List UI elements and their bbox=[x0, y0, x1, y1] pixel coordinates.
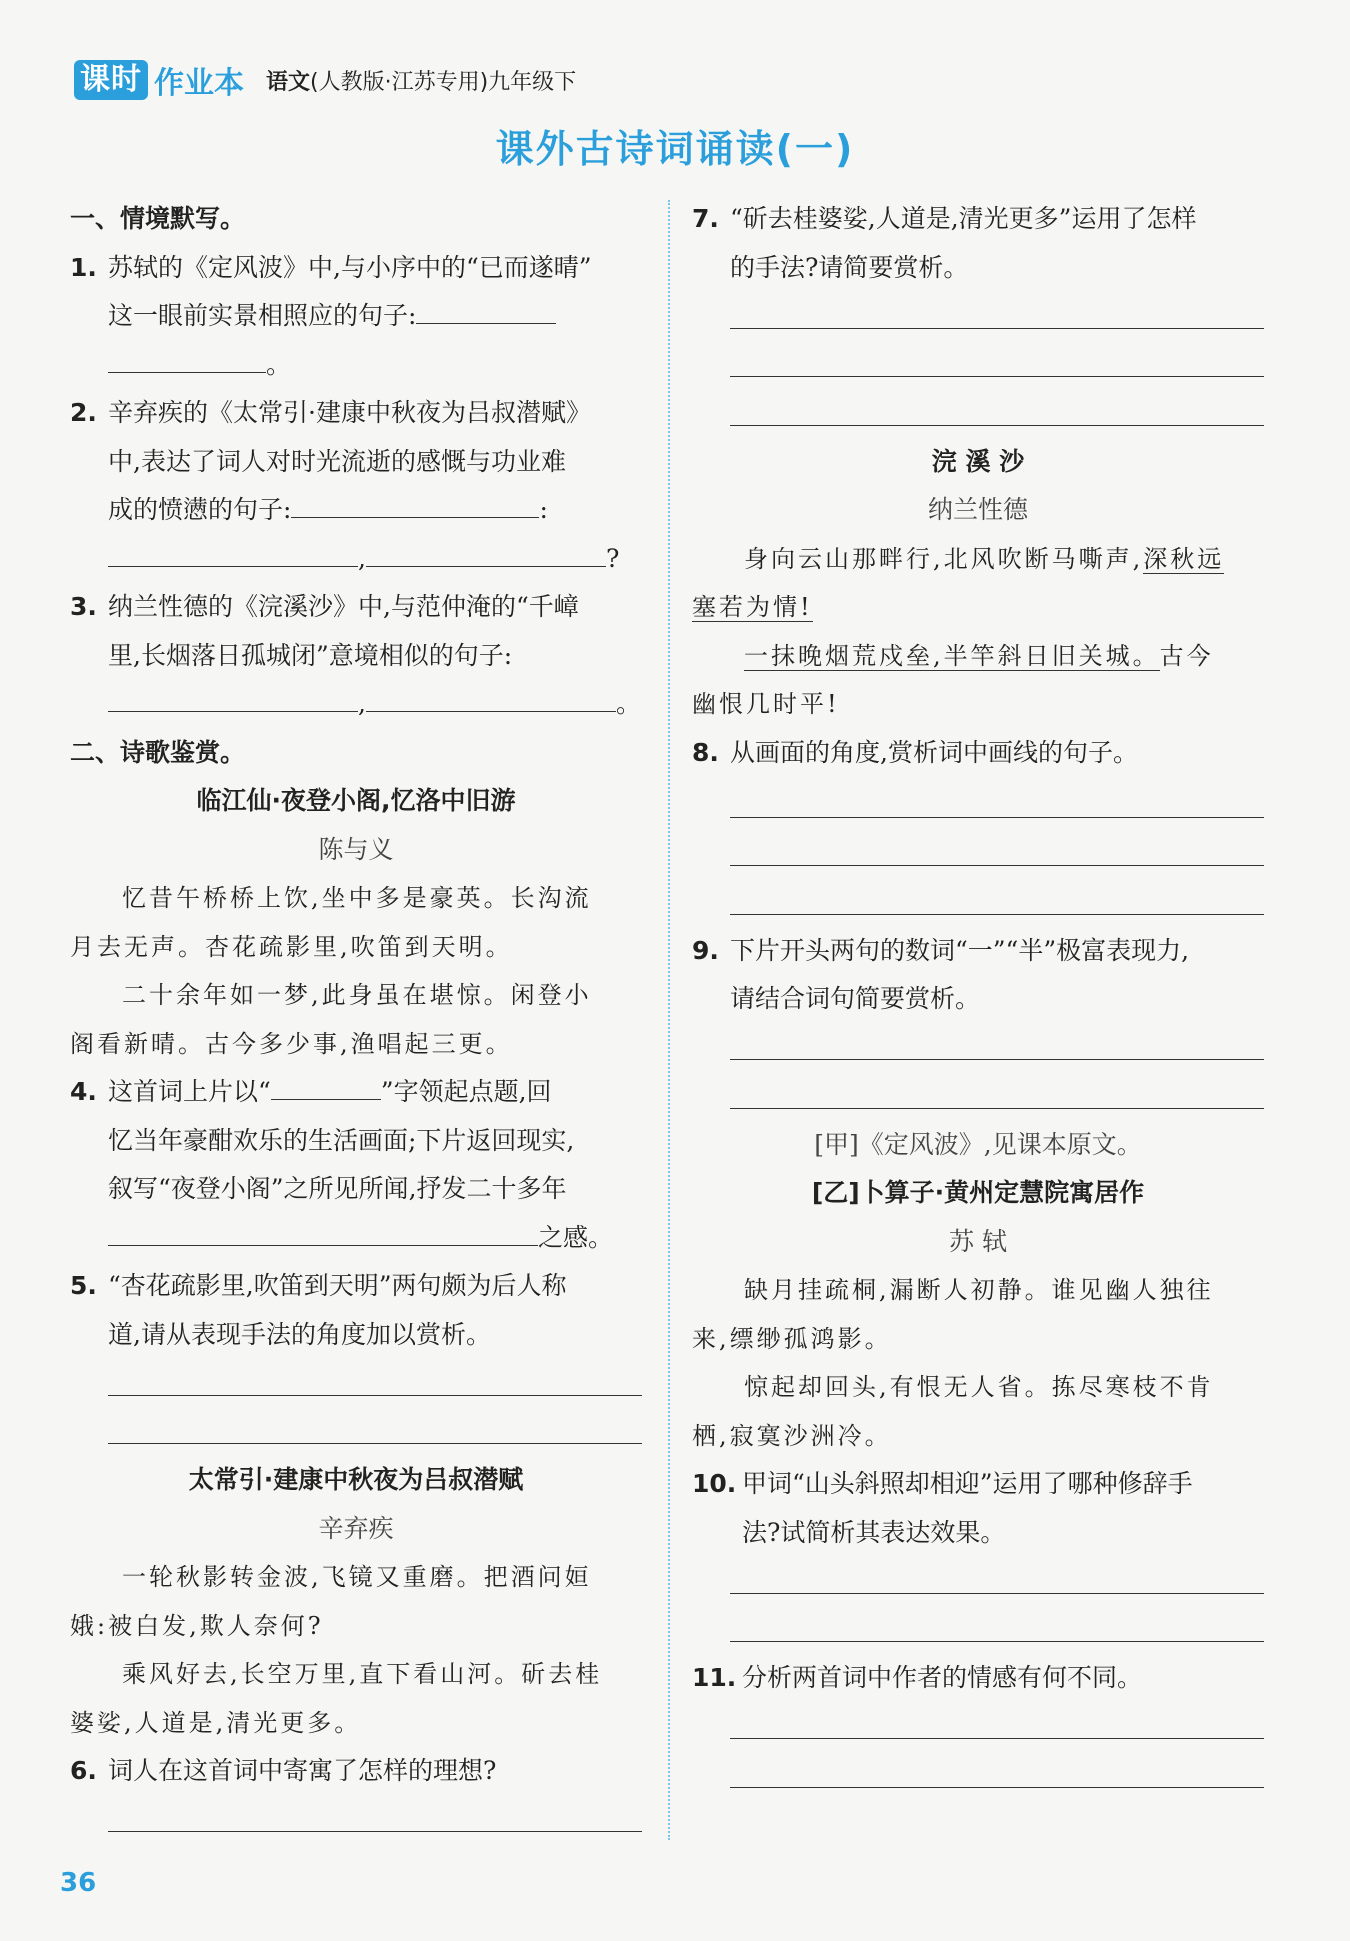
answer-line[interactable] bbox=[692, 1703, 1264, 1752]
question-2: 2. 辛弃疾的《太常引·建康中秋夜为吕叔潜赋》 bbox=[70, 398, 591, 427]
question-1: 1. 苏轼的《定风波》中,与小序中的“已而遂晴” bbox=[70, 252, 592, 282]
left-column: 一、情境默写。 1. 苏轼的《定风波》中,与小序中的“已而遂晴” 这一眼前实景相照应的句子: 。 2. 辛弃疾的《太常引·建康中秋夜为吕叔潜赋》 中,表达了词人对时光流逝的感慨与功业难 成的愤懑的句子: : , ? 3. 纳兰性德的《浣溪沙》中,与范仲淹的“千嶂 里,长烟落日孤城闭”意境相似的句子: , 。 二、诗歌鉴赏。 临江仙·夜登小阁,忆洛中旧游 陈与义 忆昔午桥桥上饮,坐中多是豪英。长沟流 月去无声。杏花疏影里,吹笛到天明。 二十余年如一梦,此身虽在堪惊。闲登小 阁看新晴。古今多少事,渔唱起三更。 4. 这首词上片以“ ”字领起点题,回 忆当年豪酣欢乐的生活画面;下片返回现实, 叙写“夜登小阁”之所见所闻,抒发二十多年 之感。 5. “杏花疏影里,吹笛到天明”两句颇为后人称 道,请从表现手法的角度加以赏析。 太常引·建康中秋夜为吕叔潜赋 辛弃疾 一轮秋影转金波,飞镜又重磨。把酒问姮 娥:被白发,欺人奈何? 乘风好去,长空万里,直下看山河。斫去桂 婆娑,人道是,清光更多。 6. 词人在这首词中寄寓了怎样的理想? bbox=[70, 195, 642, 1844]
poem-line: 乘风好去,长空万里,直下看山河。斫去桂 bbox=[122, 1660, 603, 1688]
poem-line: 一轮秋影转金波,飞镜又重磨。把酒问姮 bbox=[122, 1563, 592, 1591]
brand-name: 作业本 bbox=[154, 66, 244, 101]
underlined-text: 深秋远 bbox=[1143, 544, 1225, 573]
question-3: 3. 纳兰性德的《浣溪沙》中,与范仲淹的“千嶂 bbox=[70, 592, 579, 621]
fill-blank[interactable] bbox=[108, 342, 266, 373]
poem-line: 阁看新晴。古今多少事,渔唱起三更。 bbox=[70, 1029, 513, 1058]
answer-line[interactable] bbox=[70, 1408, 642, 1457]
poem-line: 来,缥缈孤鸿影。 bbox=[692, 1324, 892, 1353]
poem-line: 忆昔午桥桥上饮,坐中多是豪英。长沟流 bbox=[122, 884, 592, 912]
poem-note: [甲]《定风波》,见课本原文。 bbox=[814, 1129, 1142, 1159]
answer-line[interactable] bbox=[692, 1606, 1264, 1655]
poem-author: 纳兰性德 bbox=[927, 495, 1028, 524]
section-heading: 一、情境默写。 bbox=[70, 204, 246, 233]
answer-line[interactable] bbox=[692, 1024, 1264, 1073]
question-6: 6. 词人在这首词中寄寓了怎样的理想? bbox=[70, 1756, 497, 1785]
header bbox=[74, 58, 576, 102]
fill-blank[interactable] bbox=[108, 1215, 538, 1246]
answer-line[interactable] bbox=[692, 341, 1264, 390]
poem-line: 身向云山那畔行,北风吹断马嘶声,深秋远 bbox=[744, 544, 1225, 573]
question-5: 5. “杏花疏影里,吹笛到天明”两句颇为后人称 bbox=[70, 1271, 567, 1300]
poem-author: 辛弃疾 bbox=[318, 1513, 394, 1543]
question-4: 4. 这首词上片以“ ”字领起点题,回 bbox=[70, 1068, 642, 1117]
answer-line[interactable] bbox=[70, 1796, 642, 1845]
poem-line: 婆娑,人道是,清光更多。 bbox=[70, 1708, 362, 1737]
question-10: 10. 甲词“山头斜照却相迎”运用了哪种修辞手 bbox=[692, 1469, 1193, 1498]
right-column: 7. “斫去桂婆娑,人道是,清光更多”运用了怎样 的手法?请简要赏析。 浣 溪 沙 纳兰性德 身向云山那畔行,北风吹断马嘶声,深秋远 塞若为情! 一抹晚烟荒戍垒,半竿斜日旧关城。古今 幽恨几时平! 8. 从画面的角度,赏析词中画线的句子。 9. 下片开头两句的数词“一”“半”极富表现力, 请结合词句简要赏析。 [甲]《定风波》,见课本原文。 [乙]卜算子·黄州定慧院寓居作 苏 轼 缺月挂疏桐,漏断人初静。谁见幽人独往 来,缥缈孤鸿影。 惊起却回头,有恨无人省。拣尽寒枝不肯 栖,寂寞沙洲冷。 10. 甲词“山头斜照却相迎”运用了哪种修辞手 法?试简析其表达效果。 11. 分析两首词中作者的情感有何不同。 bbox=[692, 195, 1264, 1800]
logo: 课时 bbox=[74, 60, 148, 100]
page-number: 36 bbox=[60, 1868, 97, 1898]
answer-line[interactable] bbox=[692, 292, 1264, 341]
page-title: 课外古诗词诵读(一) bbox=[495, 127, 855, 171]
fill-blank[interactable] bbox=[291, 487, 539, 518]
question-7: 7. “斫去桂婆娑,人道是,清光更多”运用了怎样 bbox=[692, 204, 1197, 233]
poem-line bbox=[692, 583, 1264, 632]
fill-blank[interactable] bbox=[108, 536, 358, 567]
poem-title: 临江仙·夜登小阁,忆洛中旧游 bbox=[196, 786, 516, 815]
poem-line: 二十余年如一梦,此身虽在堪惊。闲登小 bbox=[122, 981, 592, 1009]
poem-line: 栖,寂寞沙洲冷。 bbox=[692, 1421, 892, 1450]
answer-line[interactable] bbox=[692, 1072, 1264, 1121]
subject-label: 语文(人教版·江苏专用)九年级下 bbox=[266, 69, 577, 95]
poem-line: 一抹晚烟荒戍垒,半竿斜日旧关城。古今 bbox=[744, 641, 1214, 670]
fill-blank[interactable] bbox=[366, 536, 606, 567]
underlined-text: 一抹晚烟荒戍垒,半竿斜日旧关城。 bbox=[744, 641, 1160, 670]
answer-line[interactable] bbox=[692, 1557, 1264, 1606]
poem-line: 幽恨几时平! bbox=[692, 690, 840, 718]
question-11: 11. 分析两首词中作者的情感有何不同。 bbox=[692, 1663, 1143, 1692]
poem-title: 太常引·建康中秋夜为吕叔潜赋 bbox=[188, 1465, 524, 1494]
question-9: 9. 下片开头两句的数词“一”“半”极富表现力, bbox=[692, 935, 1190, 965]
poem-line: 娥:被白发,欺人奈何? bbox=[70, 1611, 324, 1640]
fill-blank[interactable] bbox=[416, 293, 556, 324]
fill-blank[interactable] bbox=[108, 681, 358, 712]
question-8: 8. 从画面的角度,赏析词中画线的句子。 bbox=[692, 737, 1138, 767]
poem-line: 月去无声。杏花疏影里,吹笛到天明。 bbox=[70, 932, 513, 961]
poem-author: 苏 轼 bbox=[949, 1226, 1007, 1256]
poem-line: 缺月挂疏桐,漏断人初静。谁见幽人独往 bbox=[744, 1276, 1214, 1304]
underlined-text: 塞若为情! bbox=[692, 593, 813, 621]
fill-blank[interactable] bbox=[271, 1069, 381, 1100]
answer-line[interactable] bbox=[692, 830, 1264, 879]
poem-title: 浣 溪 沙 bbox=[931, 446, 1025, 476]
answer-line[interactable] bbox=[692, 878, 1264, 927]
section-heading: 二、诗歌鉴赏。 bbox=[70, 737, 246, 767]
answer-line[interactable] bbox=[692, 389, 1264, 438]
poem-author: 陈与义 bbox=[318, 834, 394, 864]
answer-line[interactable] bbox=[692, 1751, 1264, 1800]
poem-line: 惊起却回头,有恨无人省。拣尽寒枝不肯 bbox=[744, 1373, 1214, 1401]
answer-line[interactable] bbox=[70, 1359, 642, 1408]
column-divider bbox=[668, 200, 670, 1840]
fill-blank[interactable] bbox=[366, 681, 616, 712]
answer-line[interactable] bbox=[692, 781, 1264, 830]
poem-title: [乙]卜算子·黄州定慧院寓居作 bbox=[811, 1178, 1145, 1207]
